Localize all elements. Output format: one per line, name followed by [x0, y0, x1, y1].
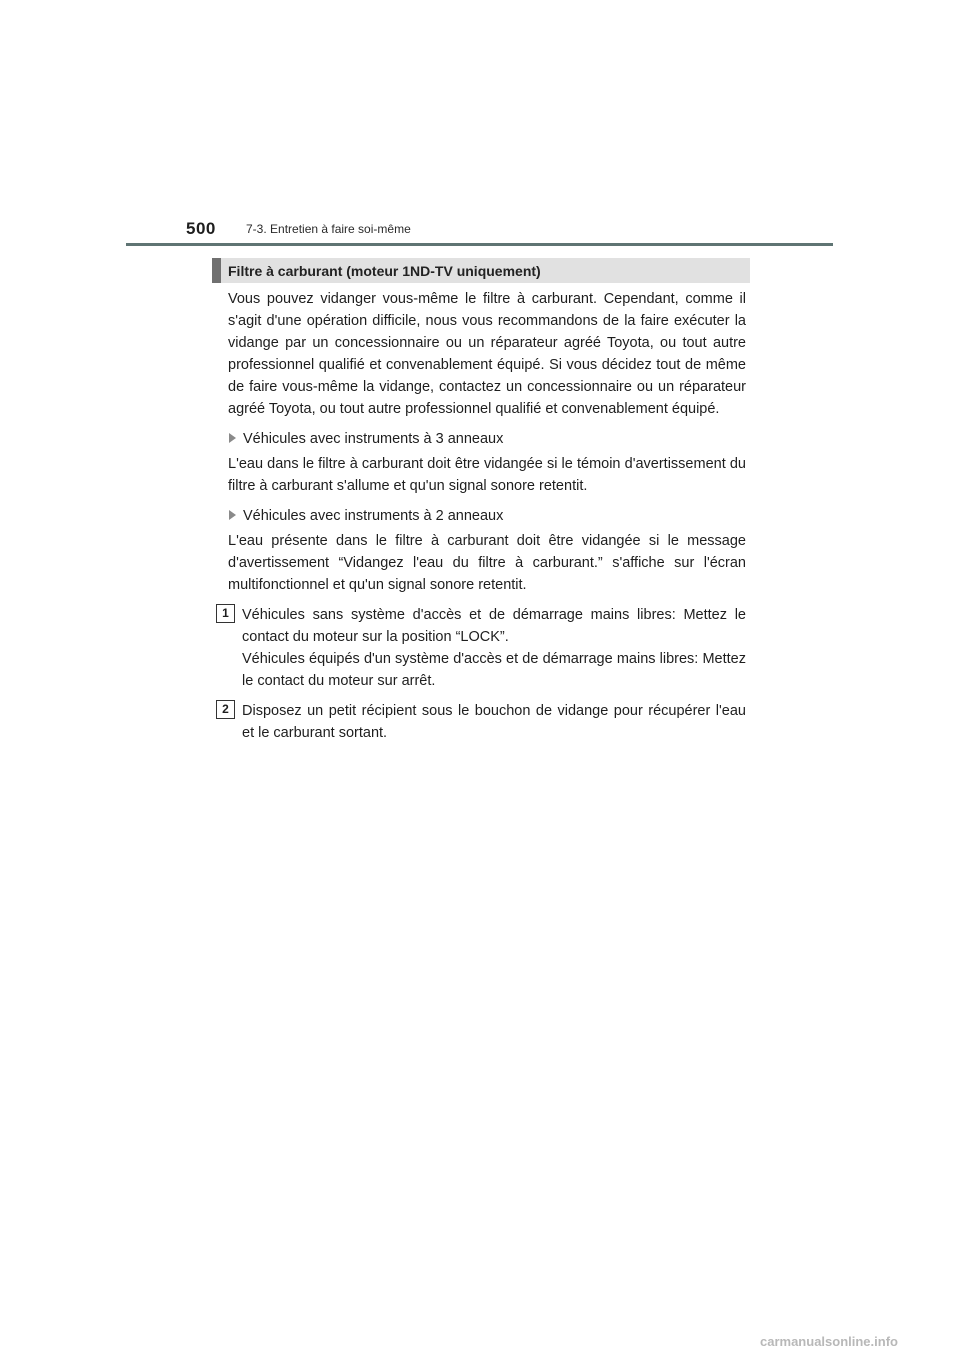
- step-text: [242, 604, 746, 692]
- case-paragraph: L'eau dans le filtre à carburant doit être vidangée si le témoin d'avertissement du filtre à carburant s'allume et qu'un signal sonore retentit.: [228, 456, 746, 494]
- triangle-bullet-icon: [229, 433, 236, 443]
- case-heading: [228, 428, 746, 450]
- step-number-badge: 1: [216, 604, 235, 623]
- section-heading-bar: [212, 258, 750, 283]
- step-line: Véhicules sans système d'accès et de démarrage mains libres: Mettez le contact du moteur sur la position “LOCK”.: [242, 607, 746, 645]
- case-paragraph: L'eau présente dans le filtre à carburant doit être vidangée si le message d'avertissement “Vidangez l'eau du filtre à carburant.” s'affiche sur l'écran multifonctionnel et qu'un signal sonore retentit.: [228, 533, 746, 593]
- section-path: 7-3. Entretien à faire soi-même: [246, 222, 411, 236]
- case-title: Véhicules avec instruments à 2 anneaux: [243, 508, 504, 524]
- content: [222, 288, 746, 752]
- step-2: [222, 700, 746, 744]
- page-number: 500: [186, 219, 216, 238]
- section-heading: Filtre à carburant (moteur 1ND-TV uniquement): [228, 262, 541, 279]
- step-1: [222, 604, 746, 692]
- step-number-badge: 2: [216, 700, 235, 719]
- header-rule: [126, 243, 833, 246]
- case-title: Véhicules avec instruments à 3 anneaux: [243, 431, 504, 447]
- case-heading: [228, 505, 746, 527]
- intro-paragraph: Vous pouvez vidanger vous-même le filtre à carburant. Cependant, comme il s'agit d'une opération difficile, nous vous recommandons de la faire exécuter la vidange par un concessionnaire ou un réparateur agréé Toyota, ou tout autre professionnel qualifié et convenablement équipé. Si vous décidez tout de même de faire vous-même la vidange, contactez un concessionnaire ou un réparateur agréé Toyota, ou tout autre professionnel qualifié et convenablement équipé.: [228, 291, 746, 417]
- step-text: [242, 700, 746, 744]
- step-line: Disposez un petit récipient sous le bouchon de vidange pour récupérer l'eau et le carburant sortant.: [242, 703, 746, 741]
- watermark: carmanualsonline.info: [760, 1334, 898, 1349]
- step-line: Véhicules équipés d'un système d'accès et de démarrage mains libres: Mettez le contact du moteur sur arrêt.: [242, 651, 746, 689]
- triangle-bullet-icon: [229, 510, 236, 520]
